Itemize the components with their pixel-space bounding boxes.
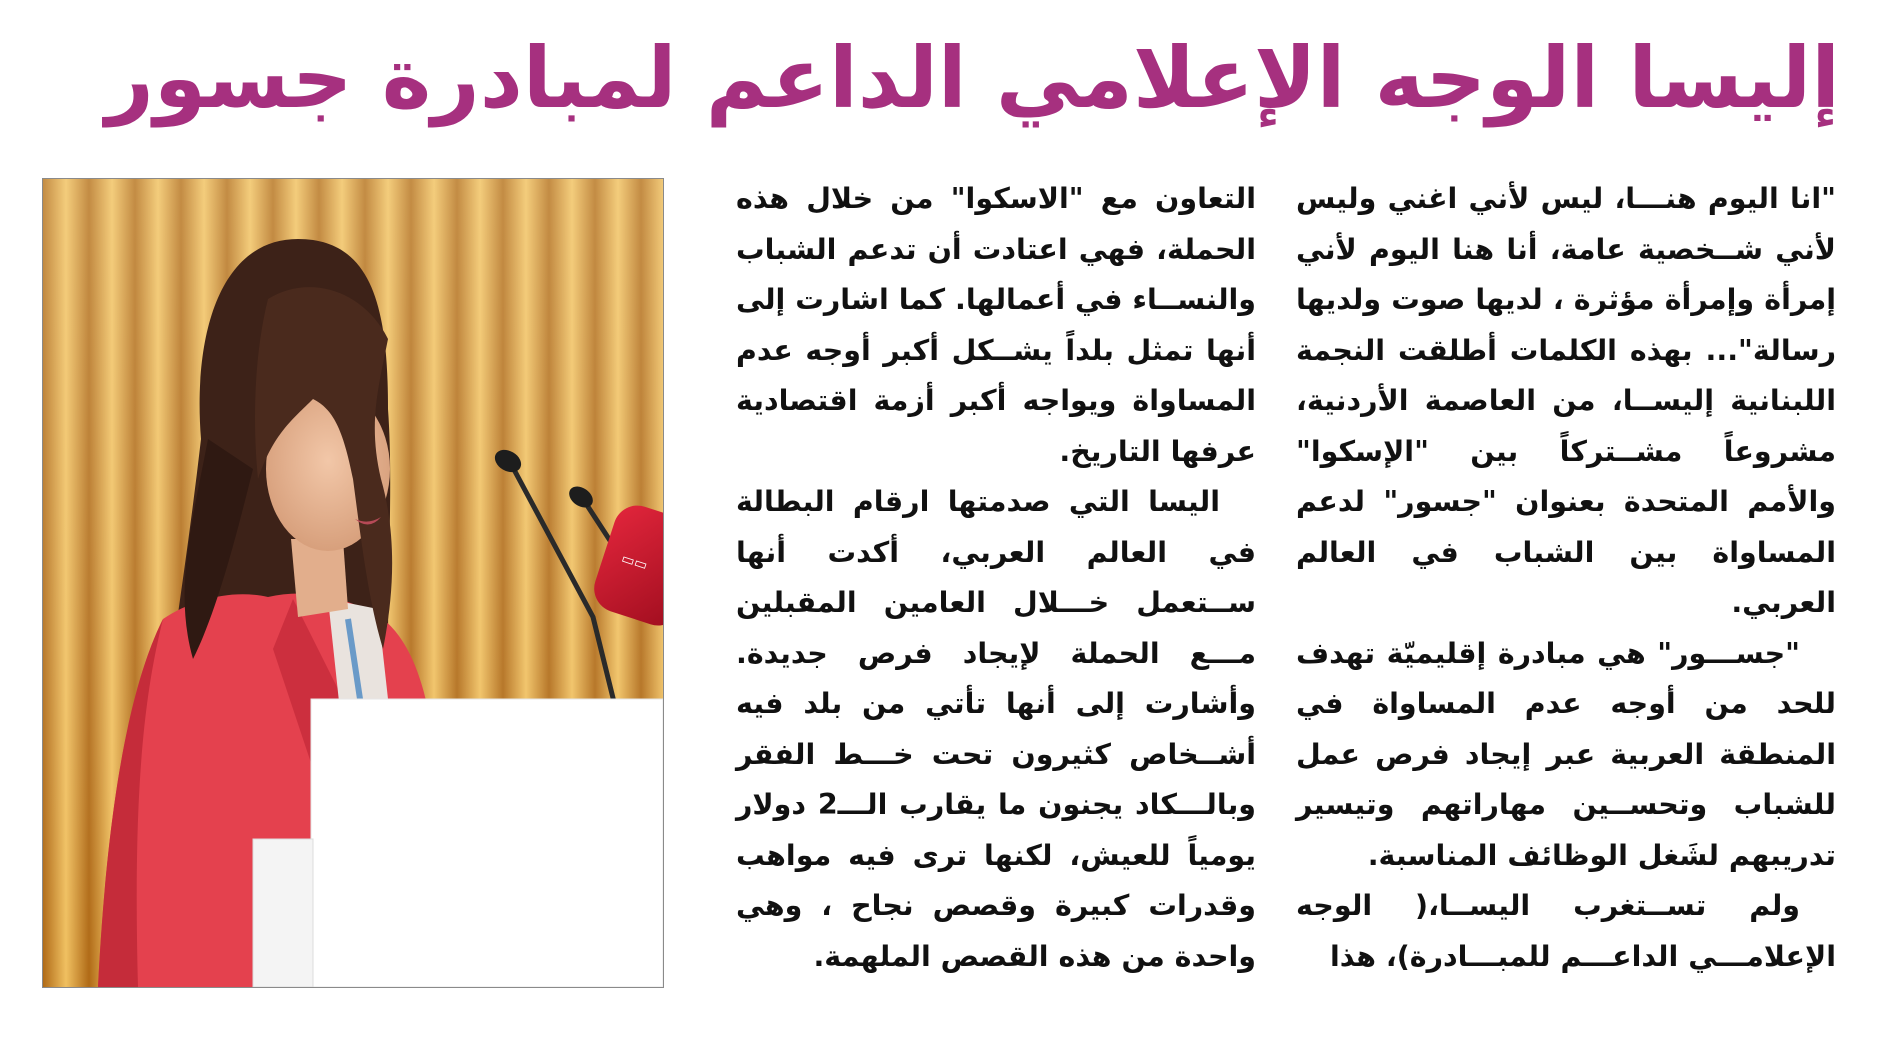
neck: [291, 539, 348, 617]
paragraph-jusour-initiative: "جســـور" هي مبادرة إقليميّة تهدف للحد من أوجه عدم المساواة في المنطقة العربية عبر إيجاد فرص عمل للشباب وتحســين مهاراتهم وتيسير تدريبهم لشَغل الوظائف المناسبة.: [1296, 636, 1836, 872]
article-photo: [42, 178, 664, 988]
article-column-middle: [736, 174, 1256, 982]
paragraph-unemployment: اليسا التي صدمتها ارقام البطالة في العالم العربي، أكدت أنها ســتعمل خـــلال العامين المقبلين مـــع الحملة لإيجاد فرص جديدة. وأشارت إلى أنها تأتي من بلد فيه أشــخاص كثيرون تحت خـــط الفقر وبالـــكاد يجنون ما يقارب الـــ2 دولار يومياً للعيش، لكنها ترى فيه مواهب وقدرات كبيرة وقصص نجاح ، وهي واحدة من هذه القصص الملهمة.: [736, 485, 1256, 973]
podium-base: [253, 839, 313, 987]
paragraph-cooperation: التعاون مع "الاسكوا" من خلال هذه الحملة، فهي اعتادت أن تدعم الشباب والنســاء في أعمالها. كما اشارت إلى أنها تمثل بلداً يشــكل أكبر أوجه عدم المساواة ويواجه أكبر أزمة اقتصادية عرفها التاريخ.: [736, 182, 1256, 468]
article-headline: إليسا الوجه الإعلامي الداعم لمبادرة جسور: [105, 29, 1840, 127]
photo-speaker-at-podium: [43, 179, 663, 987]
svg-text:▭▭: ▭▭: [619, 550, 650, 574]
paragraph-elissa-role: ولم تســتغرب اليســا،( الوجه الإعلامـــي الداعـــم للمبـــادرة)، هذا: [1296, 889, 1836, 973]
article-column-right: [1296, 174, 1836, 982]
paragraph-opening-quote: "انا اليوم هنـــا، ليس لأني اغني وليس لأني شــخصية عامة، أنا هنا اليوم لأني إمرأة وإمرأة مؤثرة ، لديها صوت ولديها رسالة"... بهذه الكلمات أطلقت النجمة اللبنانية إليســا، من العاصمة الأردنية، مشروعاً مشــتركاً بين "الإسكوا" والأمم المتحدة بعنوان "جسور" لدعم المساواة بين الشباب في العالم العربي.: [1296, 182, 1836, 619]
podium: [311, 699, 663, 987]
